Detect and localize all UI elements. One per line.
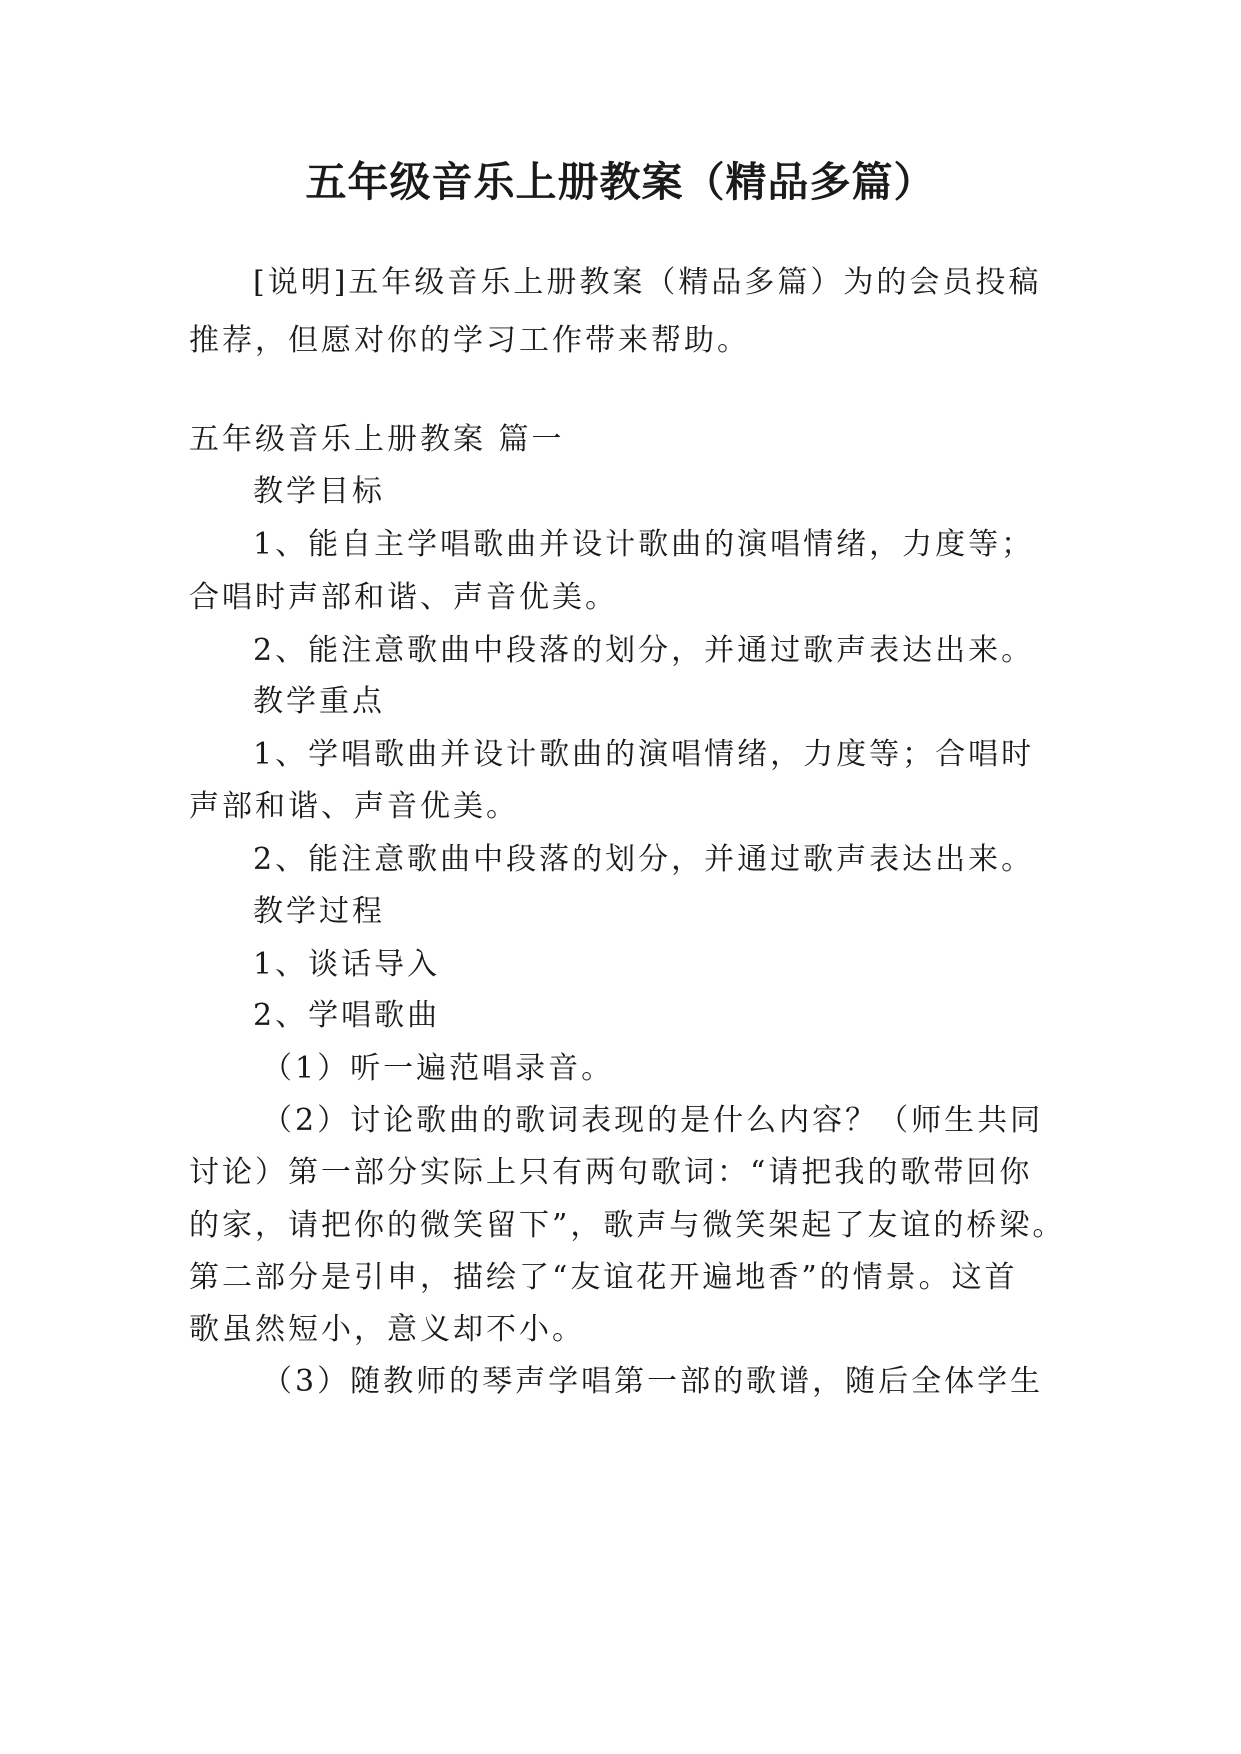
intro-line-1: [说明]五年级音乐上册教案（精品多篇）为的会员投稿 xyxy=(253,265,1042,300)
heading-teaching-process: 教学过程 xyxy=(253,894,385,929)
paragraph-line: 1、学唱歌曲并设计歌曲的演唱情绪，力度等；合唱时 xyxy=(253,737,1035,772)
paragraph-line: （1）听一遍范唱录音。 xyxy=(262,1051,615,1086)
paragraph-line: 1、谈话导入 xyxy=(253,947,441,982)
paragraph-line: 的家，请把你的微笑留下”，歌声与微笑架起了友谊的桥梁。 xyxy=(189,1208,1066,1243)
heading-teaching-goals: 教学目标 xyxy=(253,474,385,509)
document-title: 五年级音乐上册教案（精品多篇） xyxy=(305,158,936,206)
paragraph-line: 1、能自主学唱歌曲并设计歌曲的演唱情绪，力度等； xyxy=(253,527,1035,562)
paragraph-line: 歌虽然短小，意义却不小。 xyxy=(189,1312,585,1347)
paragraph-line: 2、学唱歌曲 xyxy=(253,998,441,1033)
paragraph-line: 声部和谐、声音优美。 xyxy=(189,789,519,824)
paragraph-line: 2、能注意歌曲中段落的划分，并通过歌声表达出来。 xyxy=(253,633,1035,668)
paragraph-line: （2）讨论歌曲的歌词表现的是什么内容？（师生共同 xyxy=(262,1103,1044,1138)
paragraph-line: 2、能注意歌曲中段落的划分，并通过歌声表达出来。 xyxy=(253,842,1035,877)
heading-teaching-focus: 教学重点 xyxy=(253,684,385,719)
paragraph-line: 讨论）第一部分实际上只有两句歌词：“请把我的歌带回你 xyxy=(189,1155,1033,1190)
section-heading: 五年级音乐上册教案 篇一 xyxy=(189,422,565,457)
paragraph-line: （3）随教师的琴声学唱第一部的歌谱，随后全体学生 xyxy=(262,1364,1044,1399)
paragraph-line: 合唱时声部和谐、声音优美。 xyxy=(189,580,618,615)
intro-line-2: 推荐，但愿对你的学习工作带来帮助。 xyxy=(189,323,750,358)
paragraph-line: 第二部分是引申，描绘了“友谊花开遍地香”的情景。这首 xyxy=(189,1260,1018,1295)
